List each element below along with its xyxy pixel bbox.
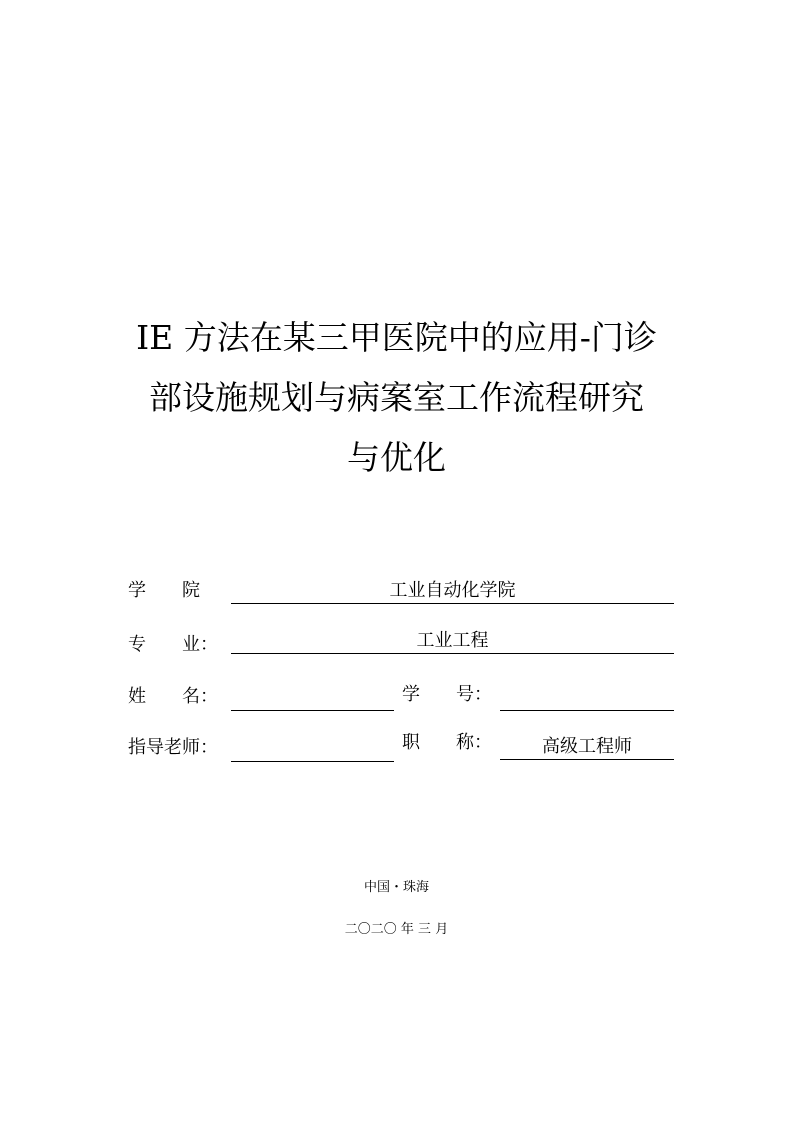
major-label: 专 业： (128, 634, 218, 655)
name-field[interactable] (231, 686, 394, 711)
thesis-title-line-3: 与优化 (347, 438, 446, 477)
thesis-title-line-2: 部设施规划与病案室工作流程研究 (149, 378, 644, 417)
student-id-field[interactable] (500, 686, 674, 711)
advisor-field[interactable] (231, 737, 394, 762)
name-label: 姓 名： (128, 686, 218, 707)
thesis-title (0, 308, 793, 488)
advisor-label: 指导老师： (128, 737, 218, 758)
location-text: 中国・珠海 (363, 880, 429, 895)
college-field[interactable]: 工业自动化学院 (231, 579, 674, 604)
major-field[interactable]: 工业工程 (231, 629, 674, 654)
professional-title-field[interactable]: 高级工程师 (500, 735, 674, 760)
student-id-label: 学 号： (402, 684, 492, 705)
thesis-title-line-1: IE 方法在某三甲医院中的应用-门诊 (136, 318, 657, 357)
college-label: 学 院 (128, 580, 200, 601)
professional-title-label: 职 称： (402, 732, 492, 753)
date-text: 二〇二〇 年 三 月 (344, 922, 449, 937)
